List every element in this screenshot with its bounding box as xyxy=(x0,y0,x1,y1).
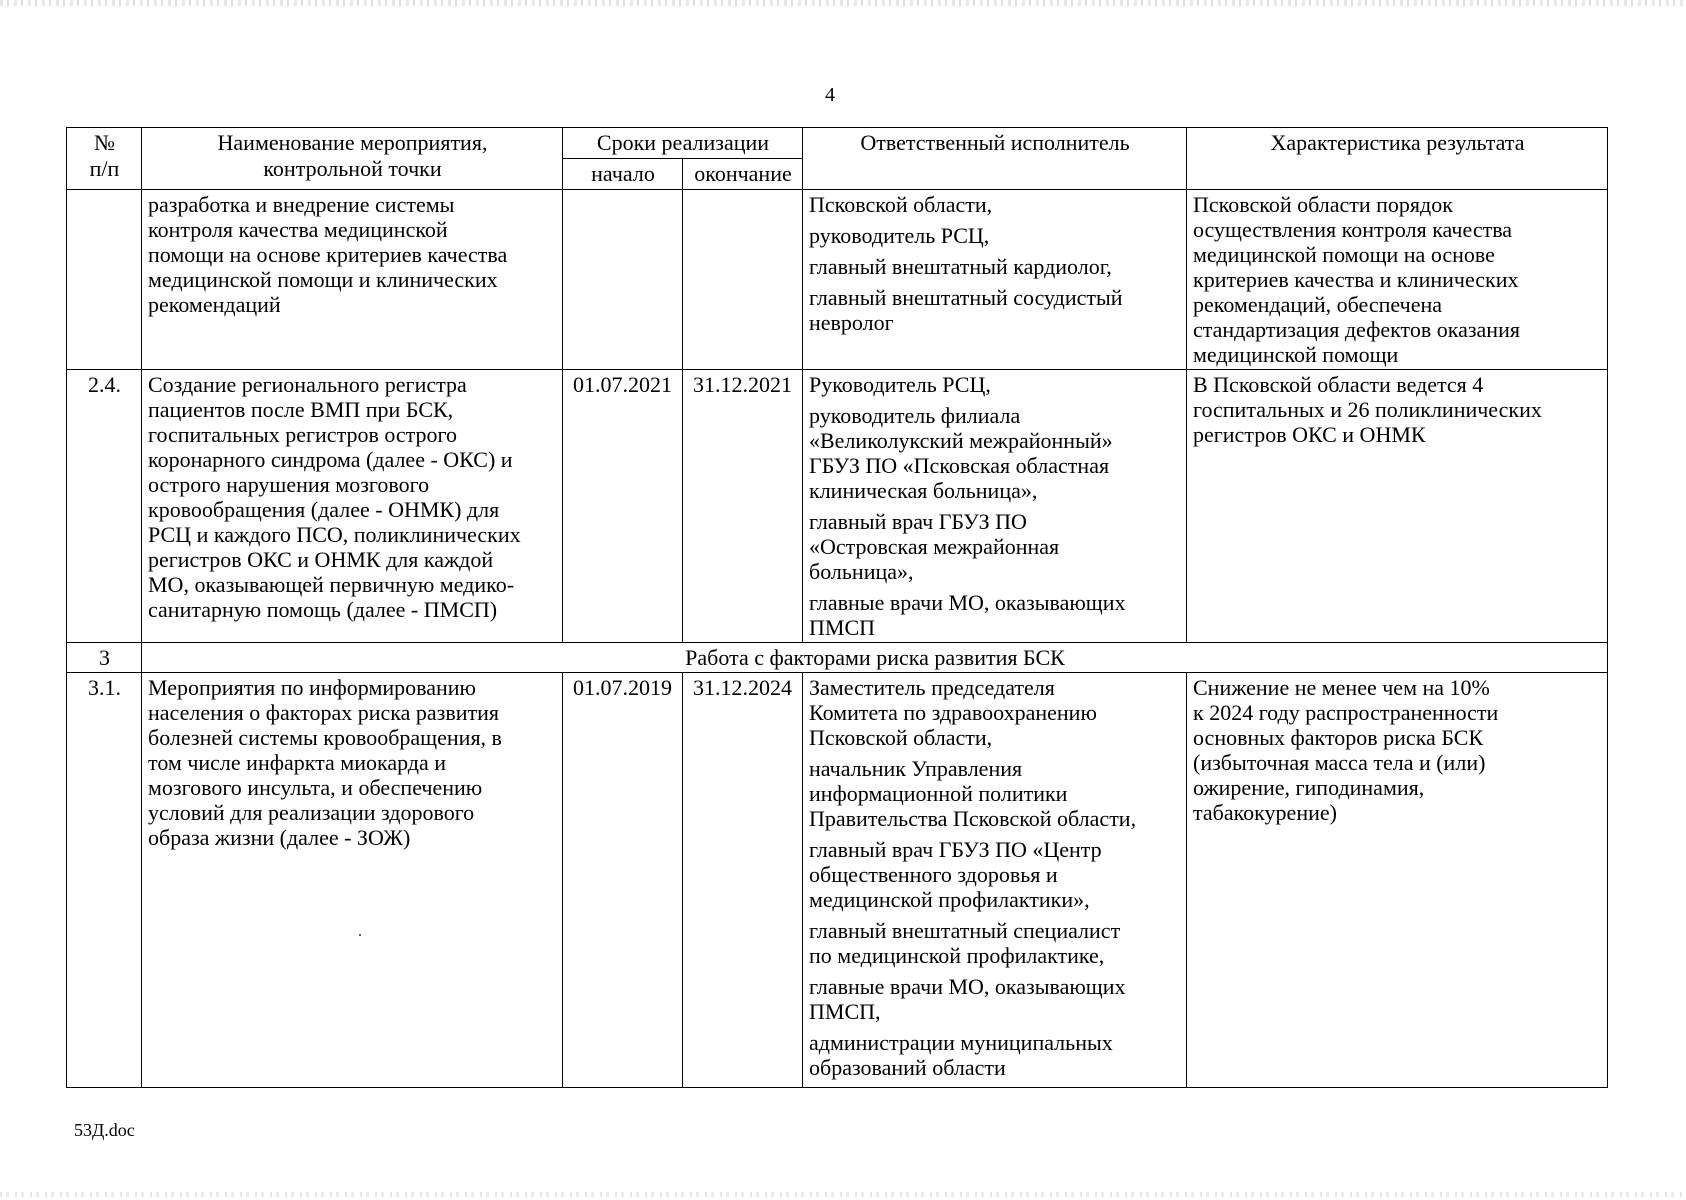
responsible-executors xyxy=(803,190,1187,370)
table-row xyxy=(67,370,1608,643)
activity-name-line: регистров ОКС и ОНМК для каждой xyxy=(148,547,494,572)
section-row xyxy=(67,643,1608,673)
scan-edge-top xyxy=(0,0,1686,6)
responsible-line: Правительства Псковской области, xyxy=(809,806,1137,831)
responsible-entry xyxy=(809,675,1181,750)
responsible-line: Заместитель председателя xyxy=(809,675,1055,700)
result-line: регистров ОКС и ОНМК xyxy=(1193,422,1426,447)
activity-name-line: Мероприятия по информированию xyxy=(148,675,476,700)
activity-name-line: кровообращения (далее - ОНМК) для xyxy=(148,497,500,522)
header-name xyxy=(142,128,563,190)
result-line: ожирение, гиподинамия, xyxy=(1193,775,1425,800)
header-start: начало xyxy=(563,159,683,190)
header-num xyxy=(67,128,142,190)
responsible-entry xyxy=(809,1030,1181,1080)
responsible-line: больница», xyxy=(809,559,914,584)
responsible-line: начальник Управления xyxy=(809,756,1023,781)
table-row xyxy=(67,673,1608,1088)
start-date: 01.07.2019 xyxy=(563,673,683,1088)
result-description xyxy=(1187,190,1608,370)
result-line: медицинской помощи xyxy=(1193,342,1399,367)
activity-name-line: медицинской помощи и клинических xyxy=(148,267,498,292)
responsible-line: образований области xyxy=(809,1055,1006,1080)
result-description xyxy=(1187,370,1608,643)
responsible-entry xyxy=(809,254,1181,279)
activity-name-line: болезней системы кровообращения, в xyxy=(148,725,502,750)
responsible-entry xyxy=(809,403,1181,503)
responsible-entry xyxy=(809,918,1181,968)
activity-name xyxy=(142,370,563,643)
responsible-entry xyxy=(809,509,1181,584)
activity-name-line: том числе инфаркта миокарда и xyxy=(148,750,447,775)
responsible-line: главный внештатный кардиолог, xyxy=(809,254,1112,279)
activity-name-line: МО, оказывающей первичную медико- xyxy=(148,572,515,597)
responsible-entry xyxy=(809,372,1181,397)
header-name-line: контрольной точки xyxy=(263,156,442,181)
document-filename: 53Д.doc xyxy=(74,1120,135,1140)
header-name-line: Наименование мероприятия, xyxy=(217,130,488,155)
header-responsible: Ответственный исполнитель xyxy=(803,128,1187,190)
responsible-line: «Островская межрайонная xyxy=(809,534,1060,559)
result-line: критериев качества и клинических xyxy=(1193,267,1519,292)
activity-name-line: рекомендаций xyxy=(148,292,281,317)
activity-name-line: острого нарушения мозгового xyxy=(148,472,430,497)
header-result: Характеристика результата xyxy=(1187,128,1608,190)
responsible-line: клиническая больница», xyxy=(809,478,1038,503)
responsible-line: медицинской профилактики», xyxy=(809,887,1090,912)
responsible-executors xyxy=(803,370,1187,643)
header-num-line: № xyxy=(94,130,115,155)
responsible-line: общественного здоровья и xyxy=(809,862,1058,887)
row-number xyxy=(67,190,142,370)
end-date: 31.12.2021 xyxy=(683,370,803,643)
row-number: 3.1. xyxy=(67,673,142,1088)
end-date: 31.12.2024 xyxy=(683,673,803,1088)
responsible-line: руководитель филиала xyxy=(809,403,1021,428)
responsible-entry xyxy=(809,837,1181,912)
scan-speck xyxy=(359,934,361,936)
header-terms: Сроки реализации xyxy=(563,128,803,159)
section-title: Работа с факторами риска развития БСК xyxy=(142,643,1608,673)
responsible-line: «Великолукский межрайонный» xyxy=(809,428,1113,453)
page-number: 4 xyxy=(825,84,835,106)
result-line: осуществления контроля качества xyxy=(1193,217,1513,242)
result-line: стандартизация дефектов оказания xyxy=(1193,317,1520,342)
activity-name-line: коронарного синдрома (далее - ОКС) и xyxy=(148,447,513,472)
scan-edge-bottom xyxy=(0,1192,1686,1197)
responsible-line: Псковской области, xyxy=(809,192,993,217)
responsible-line: главный врач ГБУЗ ПО xyxy=(809,509,1027,534)
responsible-line: Псковской области, xyxy=(809,725,993,750)
activity-name-line: санитарную помощь (далее - ПМСП) xyxy=(148,597,498,622)
responsible-entry xyxy=(809,974,1181,1024)
responsible-entry xyxy=(809,590,1181,640)
result-line: В Псковской области ведется 4 xyxy=(1193,372,1484,397)
result-line: рекомендаций, обеспечена xyxy=(1193,292,1442,317)
responsible-line: главный внештатный сосудистый xyxy=(809,285,1123,310)
activity-name xyxy=(142,190,563,370)
header-num-line: п/п xyxy=(89,156,120,181)
responsible-entry xyxy=(809,756,1181,831)
start-date xyxy=(563,190,683,370)
header-end: окончание xyxy=(683,159,803,190)
responsible-line: руководитель РСЦ, xyxy=(809,223,990,248)
responsible-entry xyxy=(809,223,1181,248)
result-description xyxy=(1187,673,1608,1088)
activity-name-line: РСЦ и каждого ПСО, поликлинических xyxy=(148,522,521,547)
responsible-line: информационной политики xyxy=(809,781,1068,806)
result-line: табакокурение) xyxy=(1193,800,1337,825)
responsible-line: ПМСП, xyxy=(809,999,881,1024)
activity-name-line: образа жизни (далее - ЗОЖ) xyxy=(148,825,411,850)
activity-name-line: госпитальных регистров острого xyxy=(148,422,458,447)
row-number: 2.4. xyxy=(67,370,142,643)
responsible-line: ГБУЗ ПО «Псковская областная xyxy=(809,453,1110,478)
responsible-line: главные врачи МО, оказывающих xyxy=(809,590,1126,615)
start-date: 01.07.2021 xyxy=(563,370,683,643)
activity-name-line: Создание регионального регистра xyxy=(148,372,467,397)
responsible-line: администрации муниципальных xyxy=(809,1030,1113,1055)
result-line: госпитальных и 26 поликлинических xyxy=(1193,397,1542,422)
responsible-line: ПМСП xyxy=(809,615,876,640)
result-line: (избыточная масса тела и (или) xyxy=(1193,750,1486,775)
activity-name-line: разработка и внедрение системы xyxy=(148,192,455,217)
result-line: Псковской области порядок xyxy=(1193,192,1453,217)
table-row xyxy=(67,190,1608,370)
responsible-executors xyxy=(803,673,1187,1088)
table-body xyxy=(67,190,1608,1088)
responsible-line: Руководитель РСЦ, xyxy=(809,372,991,397)
responsible-entry xyxy=(809,192,1181,217)
section-number: 3 xyxy=(67,643,142,673)
activities-table xyxy=(66,127,1608,1088)
activity-name-line: условий для реализации здорового xyxy=(148,800,475,825)
result-line: Снижение не менее чем на 10% xyxy=(1193,675,1490,700)
responsible-line: по медицинской профилактике, xyxy=(809,943,1105,968)
activity-name-line: населения о факторах риска развития xyxy=(148,700,500,725)
table-header-row xyxy=(67,128,1608,159)
result-line: медицинской помощи на основе xyxy=(1193,242,1495,267)
activity-name xyxy=(142,673,563,1088)
result-line: к 2024 году распространенности xyxy=(1193,700,1499,725)
responsible-line: главные врачи МО, оказывающих xyxy=(809,974,1126,999)
responsible-line: невролог xyxy=(809,310,894,335)
activity-name-line: мозгового инсульта, и обеспечению xyxy=(148,775,483,800)
end-date xyxy=(683,190,803,370)
result-line: основных факторов риска БСК xyxy=(1193,725,1484,750)
activity-name-line: контроля качества медицинской xyxy=(148,217,448,242)
responsible-entry xyxy=(809,285,1181,335)
activity-name-line: помощи на основе критериев качества xyxy=(148,242,508,267)
responsible-line: Комитета по здравоохранению xyxy=(809,700,1097,725)
responsible-line: главный внештатный специалист xyxy=(809,918,1121,943)
activity-name-line: пациентов после ВМП при БСК, xyxy=(148,397,454,422)
responsible-line: главный врач ГБУЗ ПО «Центр xyxy=(809,837,1102,862)
